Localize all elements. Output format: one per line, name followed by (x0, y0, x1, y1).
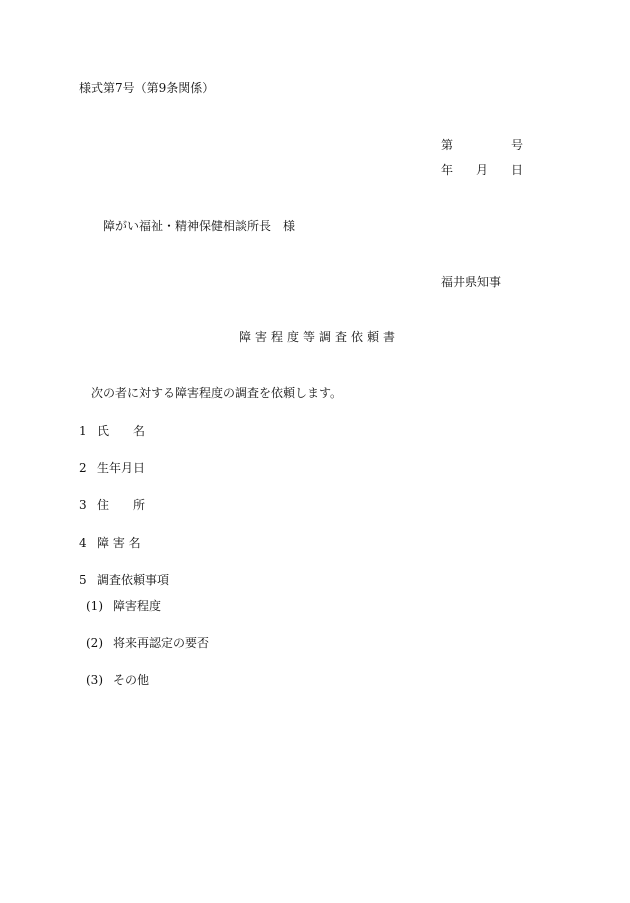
subitem-label: 障害程度 (113, 599, 162, 613)
document-title: 障害程度等調査依頼書 (238, 330, 399, 344)
item-number: 3 (79, 498, 87, 512)
date-month: 月 (476, 163, 489, 177)
subitem-number: (2) (86, 636, 103, 650)
addressee: 障がい福祉・精神保健相談所長 様 (103, 219, 296, 233)
item-number: 5 (79, 573, 87, 587)
form-number: 様式第7号（第9条関係） (79, 81, 215, 95)
item-survey-matters (79, 572, 169, 588)
item-name (79, 423, 145, 439)
document-number-prefix: 第 (441, 138, 454, 152)
subitem-other (86, 672, 149, 688)
item-disability-name (79, 535, 141, 551)
item-label: 生年月日 (97, 461, 146, 475)
subitem-disability-level (86, 598, 161, 614)
item-label: 住 所 (97, 498, 146, 512)
sender: 福井県知事 (441, 275, 502, 289)
intro-text: 次の者に対する障害程度の調査を依頼します。 (91, 386, 343, 400)
date-year: 年 (441, 163, 454, 177)
document-number-suffix: 号 (511, 138, 524, 152)
subitem-label: 将来再認定の要否 (113, 636, 210, 650)
item-label: 障 害 名 (97, 536, 141, 550)
item-number: 2 (79, 461, 87, 475)
item-label: 氏 名 (97, 424, 146, 438)
subitem-number: (1) (86, 599, 103, 613)
subitem-number: (3) (86, 673, 103, 687)
item-address (79, 497, 145, 513)
item-birthdate (79, 460, 145, 476)
date-day: 日 (511, 163, 524, 177)
item-number: 1 (79, 424, 87, 438)
item-label: 調査依頼事項 (97, 573, 170, 587)
subitem-label: その他 (113, 673, 150, 687)
subitem-recertification (86, 635, 209, 651)
item-number: 4 (79, 536, 87, 550)
